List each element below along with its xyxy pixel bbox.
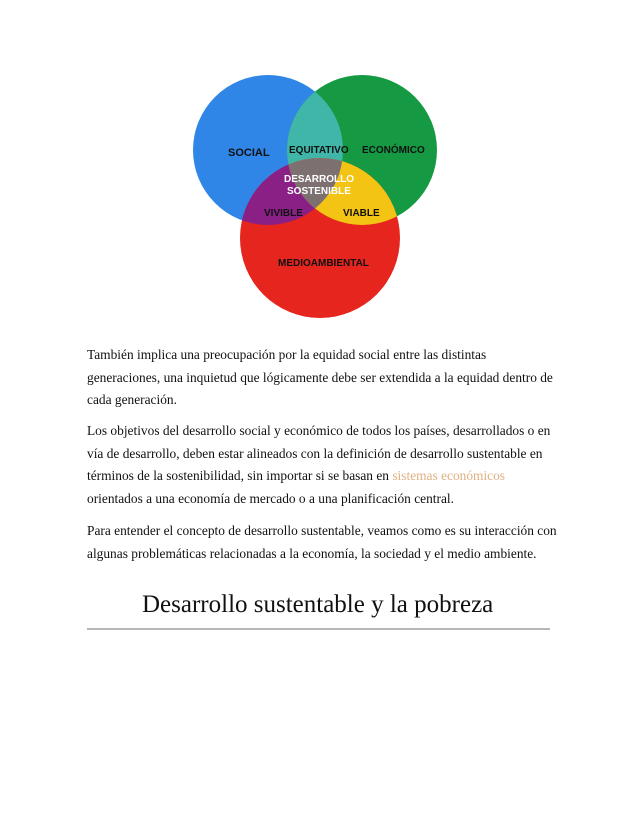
label-desarrollo-line1: DESARROLLO — [284, 174, 354, 185]
heading-underline-divider — [87, 628, 550, 630]
paragraph-objetivos-text-end: orientados a una economía de mercado o a una planificación central. — [87, 490, 454, 506]
sustainability-venn-diagram — [190, 72, 450, 332]
section-heading: Desarrollo sustentable y la pobreza — [142, 591, 494, 618]
label-equitativo: EQUITATIVO — [289, 145, 349, 156]
label-vivible: VIVIBLE — [264, 208, 303, 219]
label-medioambiental: MEDIOAMBIENTAL — [278, 258, 369, 269]
sistemas-economicos-link[interactable]: sistemas económicos — [392, 468, 506, 483]
paragraph-objetivos — [87, 420, 557, 510]
label-desarrollo-line2: SOSTENIBLE — [287, 186, 351, 197]
paragraph-equidad: También implica una preocupación por la equidad social entre las distintas generaciones, una inquietud que lógicamente debe ser extendida a la equidad dentro de cada generación. — [87, 347, 553, 407]
label-viable: VIABLE — [343, 208, 380, 219]
paragraph-interaccion: Para entender el concepto de desarrollo sustentable, veamos como es su interacción con algunas problemáticas relacionadas a la economía, la sociedad y el medio ambiente. — [87, 523, 557, 561]
paragraph-objetivos-text-start: Los objetivos del desarrollo social y económico de todos los países, desarrollados o en vía de desarrollo, deben estar alineados con la definición de desarrollo sustentable en términos de la sostenibilidad, sin importar si se basan en — [87, 423, 551, 483]
label-economico: ECONÓMICO — [362, 145, 425, 156]
label-social: SOCIAL — [228, 147, 270, 159]
